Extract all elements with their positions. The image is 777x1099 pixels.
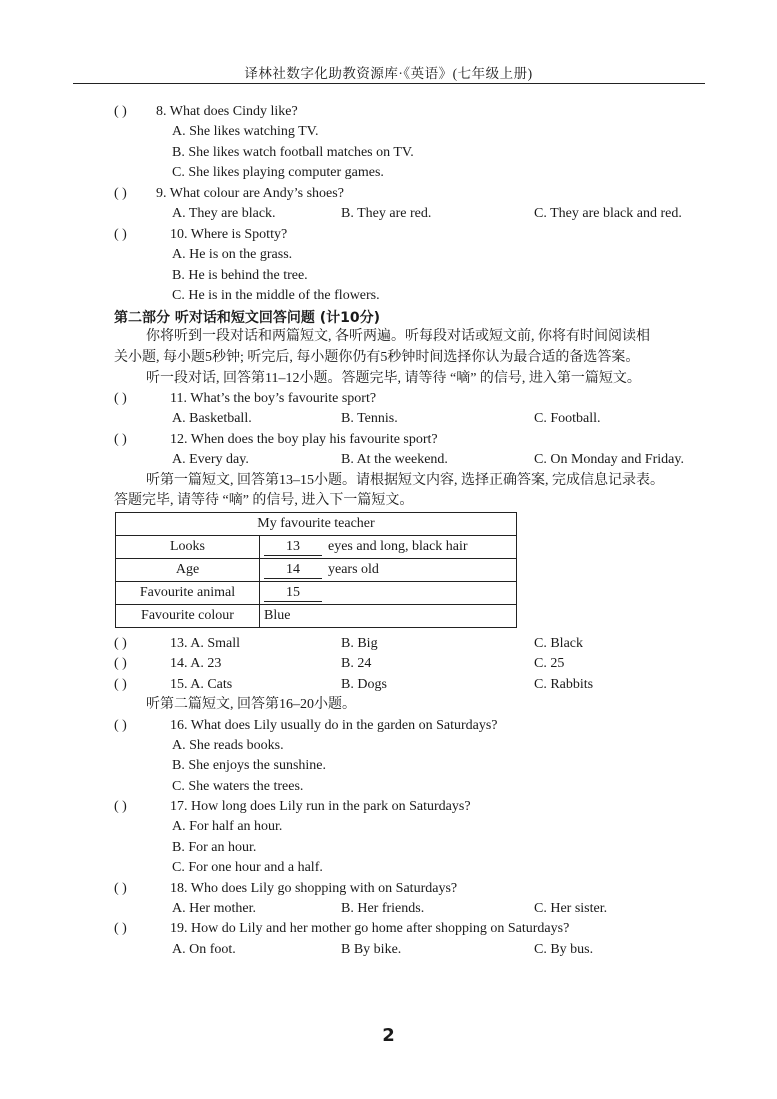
table-caption-row xyxy=(116,513,517,536)
instruction-line: 你将听到一段对话和两篇短文, 各听两遍。听每段对话或短文前, 你将有时间阅读相 xyxy=(146,329,650,344)
header-rule xyxy=(73,83,705,84)
option: B. He is behind the tree. xyxy=(172,268,308,283)
row-value-text: eyes and long, black hair xyxy=(328,538,468,554)
question-14 xyxy=(114,655,221,673)
question-number: 17. xyxy=(170,799,188,814)
option: B. They are red. xyxy=(341,206,432,221)
question-12 xyxy=(114,431,438,449)
row-value xyxy=(260,582,517,605)
question-number: 9. xyxy=(156,186,167,201)
question-number: 15. xyxy=(170,677,188,692)
answer-blank[interactable]: ( ) xyxy=(114,799,127,814)
question-15 xyxy=(114,676,232,694)
option: A. Her mother. xyxy=(172,901,256,916)
running-header: 译林社数字化助教资源库·《英语》(七年级上册) xyxy=(244,66,533,81)
question-text: When does the boy play his favourite sport? xyxy=(190,432,438,447)
row-value-text: years old xyxy=(328,561,379,577)
question-text: What does Lily usually do in the garden on Saturdays? xyxy=(190,718,498,733)
option: C. Black xyxy=(534,636,583,651)
question-8 xyxy=(114,103,298,121)
table-caption: My favourite teacher xyxy=(116,513,517,536)
instruction-line: 听第一篇短文, 回答第13–15小题。请根据短文内容, 选择正确答案, 完成信息记录表。 xyxy=(146,473,664,488)
question-19 xyxy=(114,920,569,938)
row-value xyxy=(260,559,517,582)
option: B By bike. xyxy=(341,942,402,957)
question-text: What’s the boy’s favourite sport? xyxy=(190,391,377,406)
option: C. She likes playing computer games. xyxy=(172,165,384,180)
question-text: How long does Lily run in the park on Saturdays? xyxy=(191,799,471,814)
option: A. Cats xyxy=(190,677,233,692)
option: A. Small xyxy=(190,636,241,651)
option: A. On foot. xyxy=(172,942,236,957)
answer-blank[interactable]: ( ) xyxy=(114,921,127,936)
option: C. By bus. xyxy=(534,942,594,957)
question-text: Who does Lily go shopping with on Saturdays? xyxy=(190,881,458,896)
question-18 xyxy=(114,880,457,898)
fill-blank[interactable]: 14 xyxy=(264,562,322,579)
instruction-line: 听一段对话, 回答第11–12小题。答题完毕, 请等待 “嘀” 的信号, 进入第一篇短文。 xyxy=(146,371,641,386)
row-label: Looks xyxy=(116,536,260,559)
answer-blank[interactable]: ( ) xyxy=(114,104,127,119)
row-label: Favourite colour xyxy=(116,605,260,628)
instruction-line: 听第二篇短文, 回答第16–20小题。 xyxy=(146,697,356,712)
question-number: 8. xyxy=(156,104,167,119)
answer-blank[interactable]: ( ) xyxy=(114,391,127,406)
instruction-line: 答题完毕, 请等待 “嘀” 的信号, 进入下一篇短文。 xyxy=(114,493,414,508)
row-label: Favourite animal xyxy=(116,582,260,605)
answer-blank[interactable]: ( ) xyxy=(114,656,127,671)
question-number: 10. xyxy=(170,227,188,242)
option: B. She enjoys the sunshine. xyxy=(172,758,326,773)
question-17 xyxy=(114,798,471,816)
answer-blank[interactable]: ( ) xyxy=(114,432,127,447)
row-value: Blue xyxy=(260,605,517,628)
option: B. Tennis. xyxy=(341,411,398,426)
question-text: What does Cindy like? xyxy=(169,104,298,119)
option: B. At the weekend. xyxy=(341,452,448,467)
option: A. Every day. xyxy=(172,452,249,467)
question-number: 18. xyxy=(170,881,188,896)
option: C. Her sister. xyxy=(534,901,608,916)
option: A. She reads books. xyxy=(172,738,284,753)
option: C. Rabbits xyxy=(534,677,594,692)
option: B. She likes watch football matches on TV. xyxy=(172,145,414,160)
question-text: What colour are Andy’s shoes? xyxy=(169,186,344,201)
answer-blank[interactable]: ( ) xyxy=(114,677,127,692)
answer-blank[interactable]: ( ) xyxy=(114,227,127,242)
fill-blank[interactable]: 15 xyxy=(264,585,322,602)
option: A. She likes watching TV. xyxy=(172,124,319,139)
info-record-table xyxy=(115,512,517,628)
question-13 xyxy=(114,635,240,653)
option: C. Football. xyxy=(534,411,601,426)
table-row xyxy=(116,559,517,582)
question-number: 12. xyxy=(170,432,188,447)
page-number: 2 xyxy=(382,1025,395,1046)
option: B. 24 xyxy=(341,656,372,671)
table-row xyxy=(116,605,517,628)
question-9 xyxy=(114,185,344,203)
option: C. He is in the middle of the flowers. xyxy=(172,288,380,303)
fill-blank[interactable]: 13 xyxy=(264,539,322,556)
question-10 xyxy=(114,226,287,244)
instruction-line: 关小题, 每小题5秒钟; 听完后, 每小题你仍有5秒钟时间选择你认为最合适的备选答案。 xyxy=(114,350,640,365)
option: B. For an hour. xyxy=(172,840,257,855)
option: B. Big xyxy=(341,636,378,651)
answer-blank[interactable]: ( ) xyxy=(114,186,127,201)
option: C. They are black and red. xyxy=(534,206,682,221)
option: A. 23 xyxy=(190,656,222,671)
answer-blank[interactable]: ( ) xyxy=(114,636,127,651)
option: C. 25 xyxy=(534,656,565,671)
question-text: Where is Spotty? xyxy=(190,227,288,242)
answer-blank[interactable]: ( ) xyxy=(114,881,127,896)
row-label: Age xyxy=(116,559,260,582)
option: C. For one hour and a half. xyxy=(172,860,323,875)
option: A. They are black. xyxy=(172,206,276,221)
table-row xyxy=(116,536,517,559)
option: A. He is on the grass. xyxy=(172,247,293,262)
question-number: 19. xyxy=(170,921,188,936)
option: C. She waters the trees. xyxy=(172,779,304,794)
question-number: 13. xyxy=(170,636,188,651)
question-number: 16. xyxy=(170,718,188,733)
question-11 xyxy=(114,390,376,408)
option: B. Dogs xyxy=(341,677,387,692)
option: A. For half an hour. xyxy=(172,819,283,834)
row-value xyxy=(260,536,517,559)
answer-blank[interactable]: ( ) xyxy=(114,718,127,733)
section-title: 第二部分 听对话和短文回答问题 (计10分) xyxy=(114,310,381,326)
question-number: 11. xyxy=(170,391,187,406)
question-text: How do Lily and her mother go home after shopping on Saturdays? xyxy=(191,921,570,936)
table-row xyxy=(116,582,517,605)
question-16 xyxy=(114,717,498,735)
question-number: 14. xyxy=(170,656,188,671)
option: C. On Monday and Friday. xyxy=(534,452,684,467)
option: A. Basketball. xyxy=(172,411,252,426)
option: B. Her friends. xyxy=(341,901,425,916)
